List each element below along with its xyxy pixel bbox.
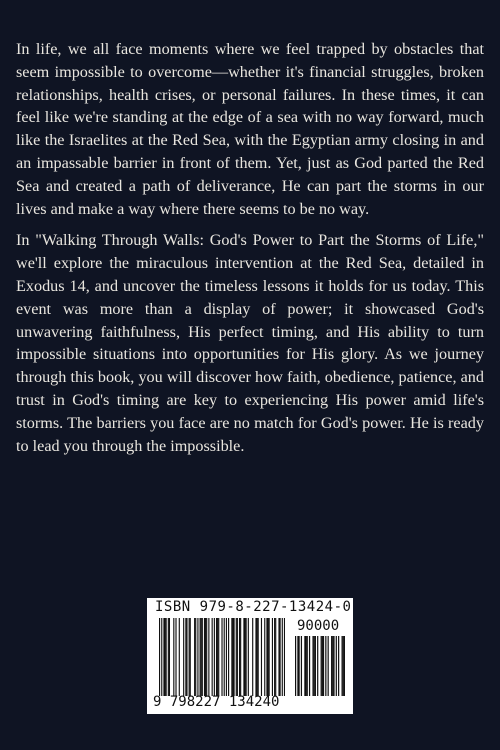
barcode-bar: [275, 618, 276, 696]
barcode-bar: [189, 618, 190, 696]
barcode-bar: [267, 618, 268, 696]
barcode-bar: [224, 618, 225, 696]
barcode-bar: [240, 618, 241, 696]
barcode-bar: [244, 618, 245, 696]
barcode-bar: [169, 618, 170, 696]
barcode-bar: [261, 618, 262, 696]
barcode-bar: [342, 636, 343, 696]
barcode-bar: [248, 618, 249, 696]
barcode-bar: [179, 618, 180, 696]
barcode-bar: [175, 618, 176, 696]
barcode-bar: [297, 636, 298, 696]
barcode-bar: [231, 618, 232, 696]
barcode-bar: [186, 618, 187, 696]
barcode-bar: [305, 636, 306, 696]
barcode-bar: [304, 636, 305, 696]
barcode-bar: [200, 618, 201, 696]
barcode-bar: [195, 618, 196, 696]
barcode-bar: [323, 636, 324, 696]
blurb-text: [16, 38, 484, 466]
barcode-bar: [266, 618, 267, 696]
barcode-bar: [315, 636, 316, 696]
barcode-bar: [164, 618, 165, 696]
barcode-bar: [325, 636, 326, 696]
barcode-bar: [214, 618, 215, 696]
barcode-bar: [321, 636, 322, 696]
barcode-bar: [295, 636, 296, 696]
barcode-bar: [217, 618, 218, 696]
barcode-bars: [159, 618, 285, 696]
barcode-bar: [234, 618, 235, 696]
barcode-bar: [216, 618, 217, 696]
barcode-bar: [161, 618, 162, 696]
barcode-bar: [228, 618, 229, 696]
barcode-bar: [183, 618, 184, 696]
barcode-bar: [194, 618, 195, 696]
barcode-bar: [237, 618, 238, 696]
barcode-bar: [317, 636, 318, 696]
barcode-bar: [221, 618, 222, 696]
barcode-bar: [301, 636, 302, 696]
barcode-bar: [212, 618, 213, 696]
barcode-bar: [272, 618, 273, 696]
price-barcode-bars: [295, 636, 345, 696]
barcode-bar: [218, 618, 219, 696]
barcode-bar: [282, 618, 283, 696]
barcode-bar: [252, 618, 253, 696]
barcode-bar: [204, 618, 205, 696]
barcode-bar: [274, 618, 275, 696]
barcode-bar: [322, 636, 323, 696]
barcode-bar: [255, 618, 256, 696]
barcode-bar: [246, 618, 247, 696]
barcode-bar: [314, 636, 315, 696]
barcode-bar: [243, 618, 244, 696]
barcode-bar: [280, 618, 281, 696]
blurb-paragraph-2: In "Walking Through Walls: God's Power to Part the Storms of Life," we'll explore the miraculous intervention at the Red Sea, detailed in Exodus 14, and uncover the timeless lessons it holds for us today. This event was more than a display of power; it showcased God's unwavering faithfulness, His perfect timing, and His ability to turn impossible situations into opportunities for His glory. As we journey through this book, you will discover how faith, obedience, patience, and trust in God's timing are key to experiencing His power amid life's storms. The barriers you face are no match for God's power. He is ready to lead you through the impossible.: [16, 231, 484, 455]
barcode-bar: [185, 618, 186, 696]
barcode-bar: [307, 636, 308, 696]
barcode-bar: [236, 618, 237, 696]
barcode-bar: [343, 636, 344, 696]
barcode-bar: [197, 618, 198, 696]
barcode-bar: [332, 636, 333, 696]
blurb-paragraph-1: In life, we all face moments where we feel trapped by obstacles that seem impossible to overcome—whether it's financial struggles, broken relationships, health crises, or personal failures. In these times, it can feel like we're standing at the edge of a sea with no way forward, much like the Israelites at the Red Sea, with the Egyptian army closing in and an impassable barrier in front of them. Yet, just as God parted the Red Sea and created a path of deliverance, He can part the storms in our lives and make a way where there seems to be no way.: [16, 40, 484, 218]
isbn-barcode: [147, 598, 353, 714]
barcode-bar: [173, 618, 174, 696]
barcode-bar: [298, 636, 299, 696]
price-code: 90000: [297, 618, 340, 634]
barcode-bar: [205, 618, 206, 696]
barcode-bar: [278, 618, 279, 696]
barcode-bar: [328, 636, 329, 696]
barcode-bar: [257, 618, 258, 696]
barcode-bar: [336, 636, 337, 696]
barcode-bar: [201, 618, 202, 696]
barcode-bar: [159, 618, 160, 696]
barcode-bar: [269, 618, 270, 696]
barcode-bar: [338, 636, 339, 696]
barcode-bar: [312, 636, 313, 696]
barcode-bar: [284, 618, 285, 696]
barcode-bar: [208, 618, 209, 696]
barcode-bar: [258, 618, 259, 696]
isbn-label: ISBN 979-8-227-13424-0: [155, 599, 352, 615]
ean-digits: 9 798227 134240: [153, 694, 280, 710]
barcode-bar: [226, 618, 227, 696]
barcode-bar: [331, 636, 332, 696]
barcode-bar: [239, 618, 240, 696]
barcode-bar: [309, 636, 310, 696]
barcode-bar: [344, 636, 345, 696]
barcode-bar: [166, 618, 167, 696]
barcode-bar: [333, 636, 334, 696]
barcode-bar: [232, 618, 233, 696]
barcode-bar: [206, 618, 207, 696]
barcode-bar: [163, 618, 164, 696]
barcode-bar: [264, 618, 265, 696]
barcode-bar: [190, 618, 191, 696]
barcode-bar: [168, 618, 169, 696]
barcode-bar: [202, 618, 203, 696]
